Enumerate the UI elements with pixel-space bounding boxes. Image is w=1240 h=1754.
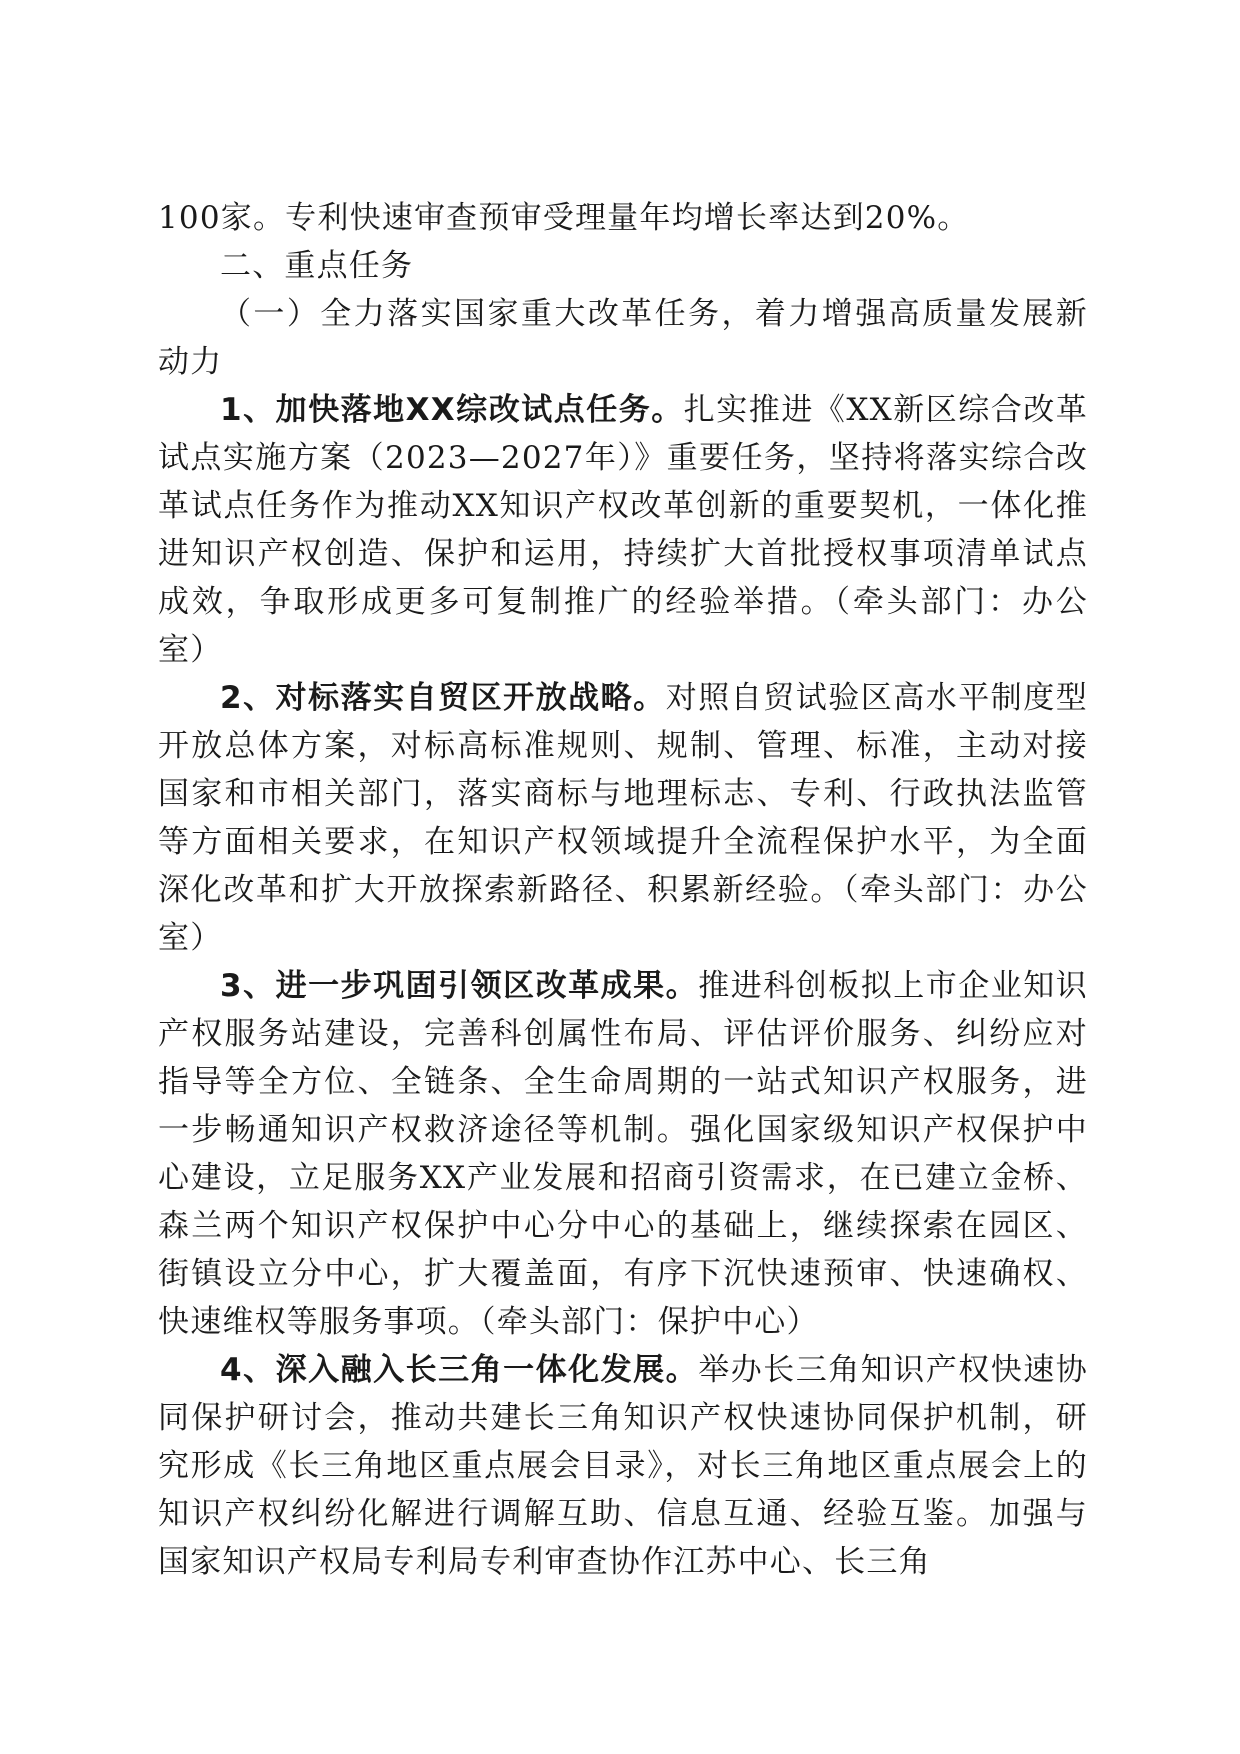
task-item-title: 3、进一步巩固引领区改革成果。 xyxy=(220,968,699,1004)
document-body xyxy=(158,194,1088,1586)
task-item-3 xyxy=(158,962,1088,1346)
task-item-body: 举办长三角知识产权快速协同保护研讨会，推动共建长三角知识产权快速协同保护机制，研究形成《长三角地区重点展会目录》，对长三角地区重点展会上的知识产权纠纷化解进行调解互助、信息互通、经验互鉴。加强与国家知识产权局专利局专利审查协作江苏中心、长三角 xyxy=(158,1352,1088,1580)
task-item-1 xyxy=(158,386,1088,674)
task-item-2 xyxy=(158,674,1088,962)
task-item-body: 对照自贸试验区高水平制度型开放总体方案，对标高标准规则、规制、管理、标准，主动对接国家和市相关部门，落实商标与地理标志、专利、行政执法监管等方面相关要求，在知识产权领域提升全流程保护水平，为全面深化改革和扩大开放探索新路径、积累新经验。（牵头部门：办公室） xyxy=(158,680,1088,956)
task-item-body: 推进科创板拟上市企业知识产权服务站建设，完善科创属性布局、评估评价服务、纠纷应对指导等全方位、全链条、全生命周期的一站式知识产权服务，进一步畅通知识产权救济途径等机制。强化国家级知识产权保护中心建设，立足服务XX产业发展和招商引资需求，在已建立金桥、森兰两个知识产权保护中心分中心的基础上，继续探索在园区、街镇设立分中心，扩大覆盖面，有序下沉快速预审、快速确权、快速维权等服务事项。（牵头部门：保护中心） xyxy=(158,968,1088,1340)
intro-paragraph: 100家。专利快速审查预审受理量年均增长率达到20%。 xyxy=(158,200,970,236)
task-item-title: 4、深入融入长三角一体化发展。 xyxy=(220,1352,699,1388)
task-item-body: 扎实推进《XX新区综合改革试点实施方案（2023—2027年）》重要任务，坚持将落实综合改革试点任务作为推动XX知识产权改革创新的重要契机，一体化推进知识产权创造、保护和运用，持续扩大首批授权事项清单试点成效，争取形成更多可复制推广的经验举措。（牵头部门：办公室） xyxy=(158,392,1088,668)
task-item-4 xyxy=(158,1346,1088,1586)
task-item-title: 1、加快落地XX综改试点任务。 xyxy=(220,392,684,428)
section-heading: 二、重点任务 xyxy=(220,248,414,284)
task-item-title: 2、对标落实自贸区开放战略。 xyxy=(220,680,666,716)
subsection-heading: （一）全力落实国家重大改革任务，着力增强高质量发展新动力 xyxy=(158,296,1088,380)
